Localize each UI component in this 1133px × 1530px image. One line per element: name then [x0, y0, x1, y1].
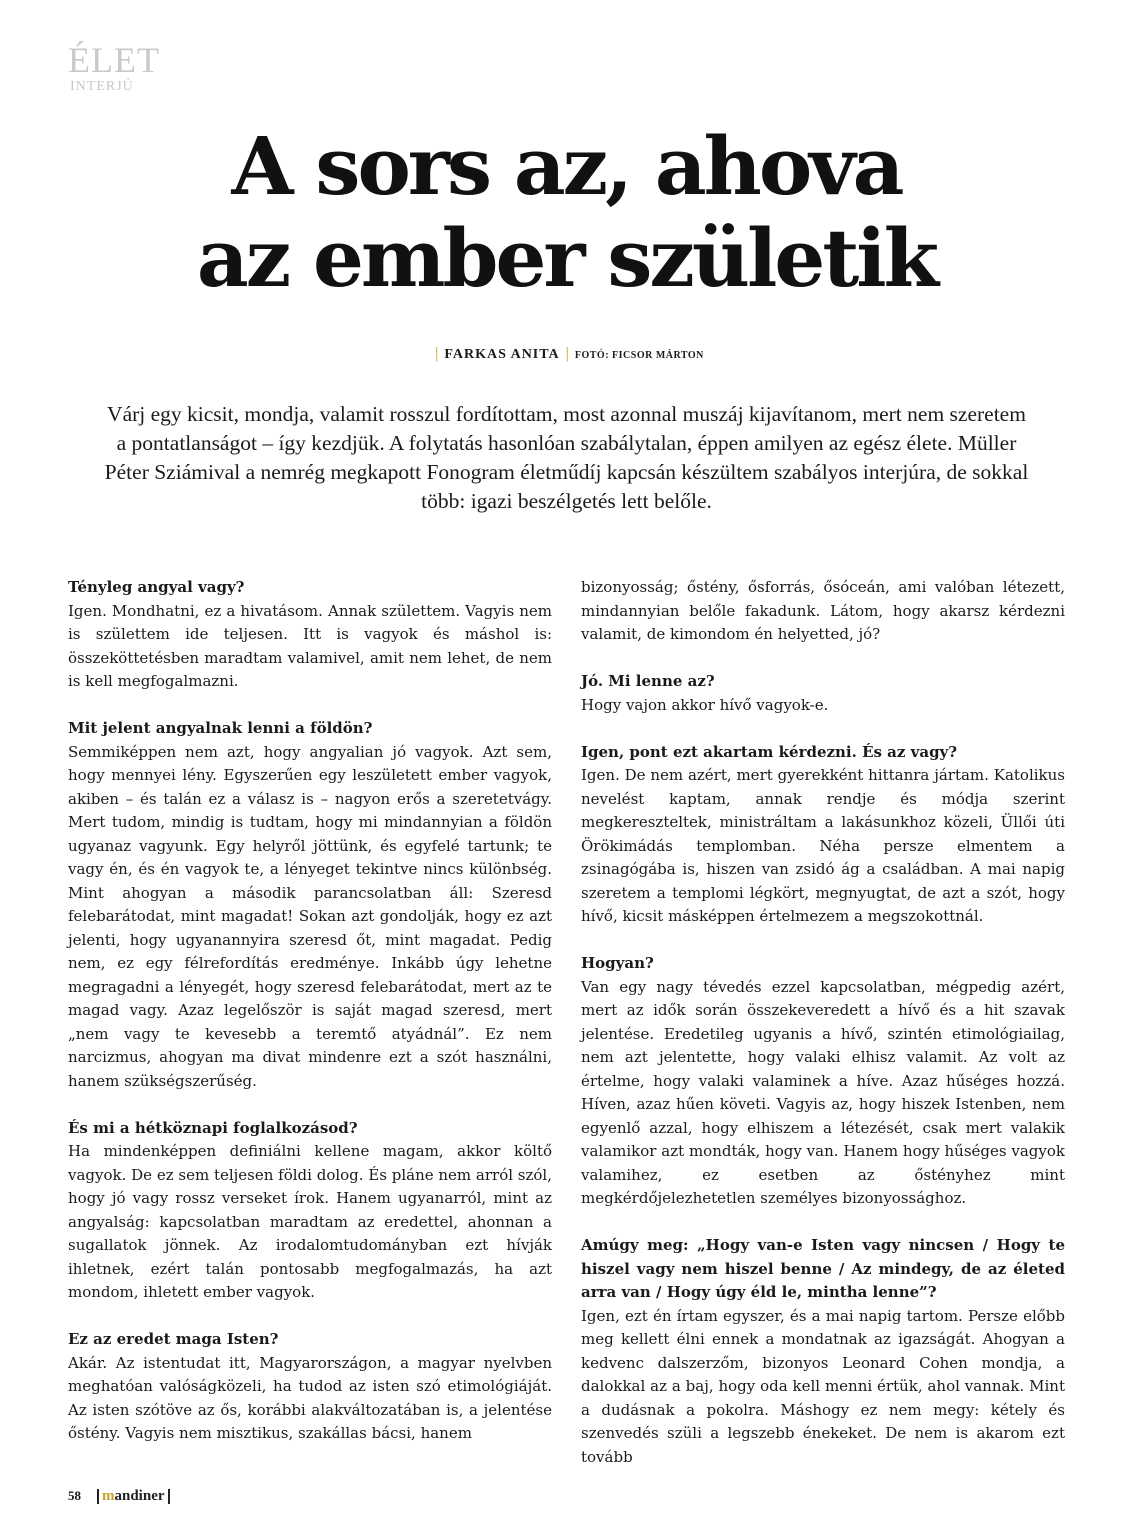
title-line-2: az ember születik — [196, 211, 937, 305]
right-column — [581, 576, 1065, 1493]
question: Mit jelent angyalnak lenni a földön? — [68, 719, 373, 737]
question: Ez az eredet maga Isten? — [68, 1330, 279, 1348]
answer: Igen. Mondhatni, ez a hivatásom. Annak születtem. Vagyis nem is születtem ide teljesen. Itt is vagyok és máshol is: összeköttetésben maradtam valamivel, amit nem lehet, de nem is kell megfogalmazni. — [68, 601, 552, 690]
byline-photo-credit: FOTÓ: FICSOR MÁRTON — [574, 350, 704, 361]
byline — [0, 346, 1133, 364]
continued-answer: bizonyosság; őstény, ősforrás, ősóceán, ami valóban létezett, mindannyian belőle fakadunk. Látom, hogy akarsz kérdezni valamit, de kimondom én helyetted, jó? — [581, 578, 1065, 643]
qa-block — [581, 1234, 1065, 1469]
qa-block — [68, 717, 552, 1093]
answer: Hogy vajon akkor hívő vagyok-e. — [581, 695, 829, 714]
answer: Akár. Az istentudat itt, Magyarországon, a magyar nyelvben meghatóan valóságközeli, ha tudod az isten szó etimológiáját. Az isten szótöve az ős, korábbi alakváltozatában is, a jelentése őstény. Vagyis nem misztikus, szakállas bácsi, hanem — [68, 1353, 552, 1442]
section-label: ÉLET — [68, 40, 160, 80]
question: Tényleg angyal vagy? — [68, 578, 245, 596]
title-line-1: A sors az, ahova — [231, 119, 902, 213]
question: Amúgy meg: „Hogy van-e Isten vagy nincsen / Hogy te hiszel vagy nem hiszel benne / Az mindegy, de az életed arra van / Hogy úgy éld le, mintha lenne”? — [581, 1236, 1065, 1301]
byline-author: FARKAS ANITA — [444, 347, 560, 362]
page-number: 58 — [68, 1488, 81, 1503]
qa-block — [68, 576, 552, 694]
lead-paragraph — [100, 400, 1033, 516]
question: Hogyan? — [581, 954, 654, 972]
question: Jó. Mi lenne az? — [581, 672, 715, 690]
question: És mi a hétköznapi foglalkozásod? — [68, 1118, 358, 1137]
article-title — [0, 120, 1133, 304]
logo-initial: m — [102, 1488, 115, 1504]
byline-divider: | — [435, 345, 439, 362]
answer: Van egy nagy tévedés ezzel kapcsolatban, mégpedig azért, mert az idők során összekeveredett a hívő és a hit szavak jelentése. Eredetileg ugyanis a hívő, szintén etimológiailag, nem azt jelentette, hogy valaki elhisz valamit. Az volt az értelme, hogy valaki valaminek a híve. Azaz hűséges hozzá. Híven, azaz hűen követi. Vagyis az, hogy hiszek Istenben, nem egyenlő azzal, hogy elhiszem a létezését, csak mert valakik valamikor azt mondták, hogy van. Hanem hogy hűséges vagyok valamihez, ez esetben az őstényhez mint megkérdőjelezhetetlen személyes bizonyossághoz. — [581, 977, 1065, 1207]
lead-text: Várj egy kicsit, mondja, valamit rosszul fordítottam, most azonnal muszáj kijavítanom, mert nem szeretem a pontatlanságot – így kezdjük. A folytatás hasonlóan szabálytalan, éppen amilyen az egész élete. Müller Péter Sziámival a nemrég megkapott Fonogram életműdíj kapcsán készültem szabályos interjúra, de sokkal több: igazi beszélgetés lett belőle. — [104, 402, 1029, 513]
logo-bar-left — [97, 1489, 99, 1504]
qa-block — [68, 1117, 552, 1305]
answer: Ha mindenképpen definiálni kellene magam, akkor költő vagyok. De ez sem teljesen földi dolog. És pláne nem arról szól, hogy jó vagy rossz verseket írok. Hanem ugyanarról, mint az angyalság: kapcsolatban maradtam az eredettel, ahonnan a sugallatok jönnek. Az irodalomtudományban ezt hívják ihletnek, ezért talán pontosabb megfogalmazás, ha azt mondom, ihletett ember vagyok. — [68, 1142, 552, 1301]
logo-text: andiner — [114, 1488, 165, 1504]
byline-divider: | — [565, 345, 569, 362]
qa-block — [581, 952, 1065, 1211]
question: Igen, pont ezt akartam kérdezni. És az vagy? — [581, 742, 958, 761]
page-footer — [68, 1487, 170, 1505]
qa-block — [581, 670, 1065, 717]
left-column — [68, 576, 552, 1469]
logo-bar-right — [168, 1489, 170, 1504]
magazine-logo — [102, 1487, 165, 1505]
qa-block — [68, 1328, 552, 1446]
section-sublabel: INTERJÚ — [70, 79, 134, 94]
qa-block — [581, 741, 1065, 929]
answer: Igen, ezt én írtam egyszer, és a mai napig tartom. Persze előbb meg kellett élni ennek a mondatnak az igazságát. Ahogyan a kedvenc dalszerzőm, bizonyos Leonard Cohen mondja, a dalokkal az a baj, hogy oda kell menni értük, ahol vannak. Mint a dudásnak a pokolra. Máshogy ez nem megy: kétely és szenvedés szüli a legszebb énekeket. De nem is akarom ezt tovább — [581, 1306, 1065, 1466]
answer: Semmiképpen nem azt, hogy angyalian jó vagyok. Azt sem, hogy mennyei lény. Egyszerűen egy leszületett ember vagyok, akiben – és talán ez a válasz is – nagyon erős a szeretetvágy. Mert tudom, mindig is tudtam, hogy mi mindannyian a földön ugyanaz vagyunk. Egy helyről jöttünk, és egyfelé tartunk; te vagy én, és én vagyok te, a lényeget tekintve nincs különbség. Mint ahogyan a második parancsolatban áll: Szeresd felebarátodat, mint magadat! Sokan azt gondolják, hogy ez azt jelenti, hogy ugyanannyira szeresd őt, mint magadat. Pedig nem, ez egy félrefordítás eredménye. Inkább úgy lehetne megragadni a lényegét, hogy szeresd felebarátodat, mert az te magad vagy. Azaz legelőször is saját magad szeresd, mert „nem vagy te kevesebb a teremtő atyádnál”. Ez nem narcizmus, ahogyan ma divat mindenre ezt a szót használni, hanem szükségszerűség. — [68, 742, 552, 1090]
answer: Igen. De nem azért, mert gyerekként hittanra jártam. Katolikus nevelést kaptam, annak rendje és módja szerint megkereszteltek, ministráltam a lakásunkhoz közeli, Üllői úti Örökimádás templomban. Néha persze elmentem a zsinagógába is, hiszen van zsidó ág a családban. A mai napig szeretem a templomi légkört, megnyugtat, de azt a szót, hogy hívő, kicsit másképpen értelmezem a megszokottnál. — [581, 766, 1065, 925]
